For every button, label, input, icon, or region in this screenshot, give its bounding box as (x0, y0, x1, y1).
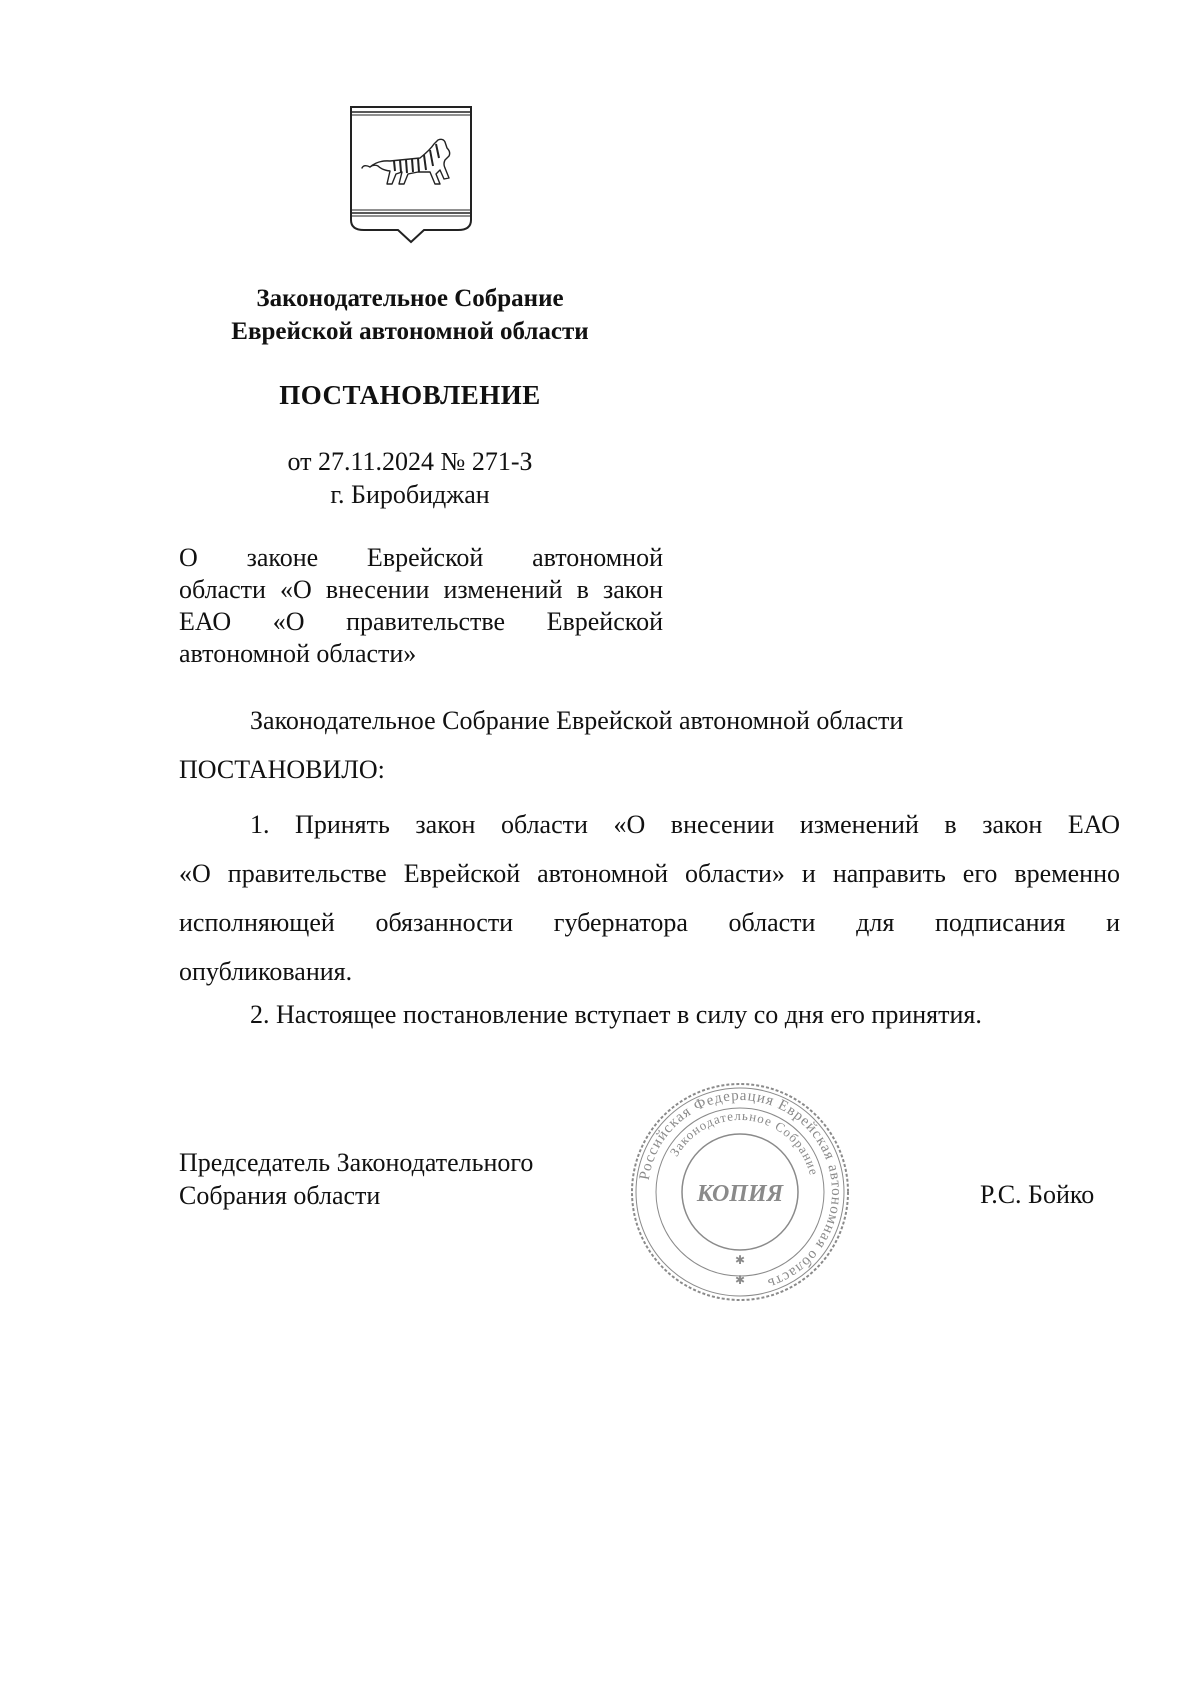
document-subject (179, 542, 663, 670)
resolution-item-2: 2. Настоящее постановление вступает в силу со дня его принятия. (250, 1000, 982, 1029)
subject-line4: автономной области» (179, 639, 417, 668)
document-type: ПОСТАНОВЛЕНИЕ (279, 380, 541, 410)
organization-name-line1: Законодательное Собрание (256, 285, 564, 312)
item1-line1: 1. Принять закон области «О внесении изменений в закон ЕАО (250, 810, 1120, 839)
position-line1: Председатель Законодательного (179, 1148, 534, 1177)
resolution-item-1 (179, 800, 1120, 996)
intro-paragraph: Законодательное Собрание Еврейской автономной области (250, 706, 904, 735)
document-date-block (180, 445, 640, 511)
city: г. Биробиджан (330, 480, 490, 509)
stamp-center-text: КОПИЯ (696, 1181, 784, 1207)
position-line2: Собрания области (179, 1181, 381, 1210)
organization-name (180, 282, 640, 348)
date-and-number: от 27.11.2024 № 271-З (287, 447, 533, 476)
stamp-star-icon: ✱ (734, 1253, 746, 1267)
subject-line2: области «О внесении изменений в закон (179, 575, 663, 604)
signatory-position (179, 1146, 533, 1212)
stamp-outer-text: Российская Федерация Еврейская автономная область (636, 1087, 845, 1292)
subject-line3: ЕАО «О правительстве Еврейской (179, 607, 663, 636)
tiger-icon (348, 104, 474, 246)
item1-line3: исполняющей обязанности губернатора области для подписания и (179, 908, 1120, 937)
signatory-name: Р.С. Бойко (980, 1180, 1095, 1209)
item1-line2: «О правительстве Еврейской автономной области» и направить его временно (179, 859, 1120, 888)
stamp-star-icon: ✱ (734, 1273, 746, 1287)
subject-line1: О законе Еврейской автономной (179, 543, 663, 572)
item1-line4: опубликования. (179, 957, 353, 986)
resolved-heading: ПОСТАНОВИЛО: (179, 755, 385, 784)
stamp-inner-text: Законодательное Собрание (666, 1107, 822, 1178)
official-stamp (626, 1078, 854, 1306)
coat-of-arms-emblem (348, 104, 474, 246)
seal-icon (626, 1078, 854, 1306)
organization-name-line2: Еврейской автономной области (231, 318, 589, 345)
